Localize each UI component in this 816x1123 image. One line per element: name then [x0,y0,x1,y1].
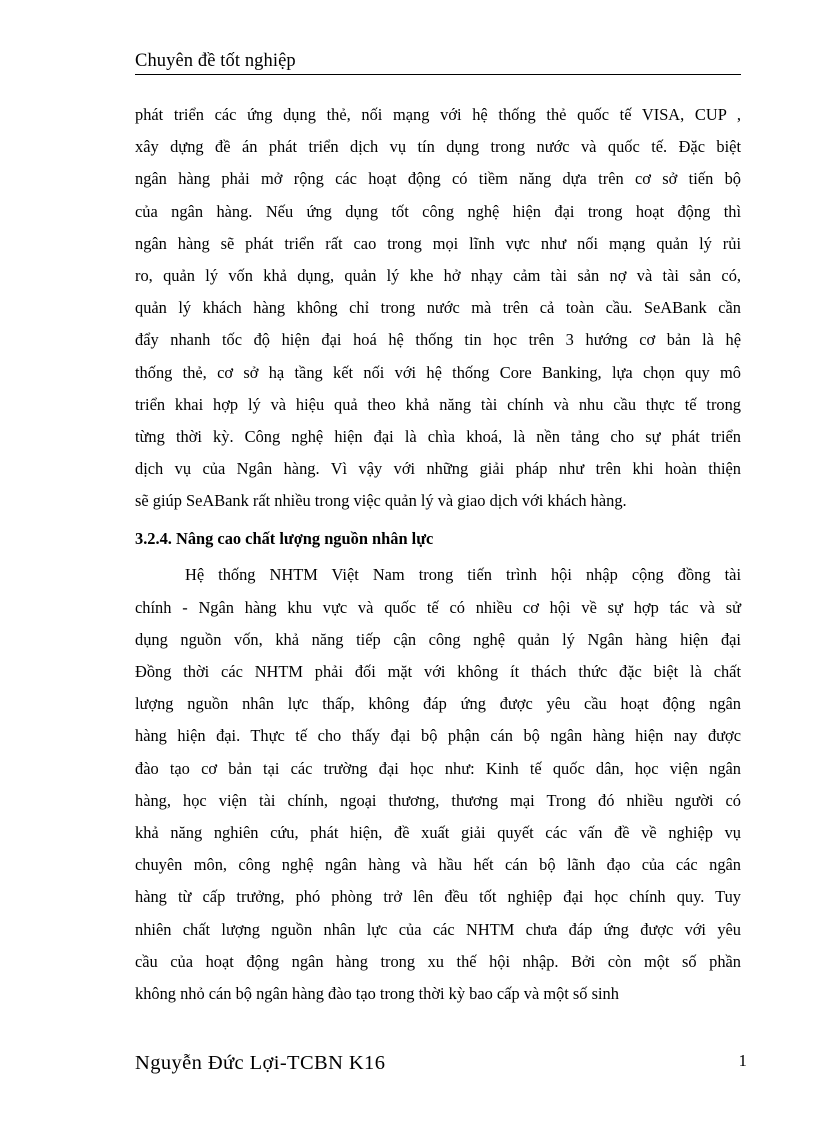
text-line: ro, quản lý vốn khả dụng, quản lý khe hở nhạy cảm tài sản nợ và tài sản có, [135,265,741,285]
text-line: cầu của hoạt động ngân hàng trong xu thế hội nhập. Bởi còn một số phần [135,951,741,971]
text-line: hàng, học viện tài chính, ngoại thương, thương mại Trong đó nhiều người có [135,790,741,810]
text-line: đẩy nhanh tốc độ hiện đại hoá hệ thống tin học trên 3 hướng cơ bản là hệ [135,330,741,350]
text-line: khả năng nghiên cứu, phát hiện, đề xuất giải quyết các vấn đề về nghiệp vụ [135,822,741,842]
text-line: không nhỏ cán bộ ngân hàng đào tạo trong thời kỳ bao cấp và một số sinh [135,983,619,1003]
document-body [135,99,741,1010]
text-line: quản lý khách hàng không chỉ trong nước mà trên cả toàn cầu. SeABank cần [135,298,741,318]
text-line: ngân hàng sẽ phát triển rất cao trong mọi lĩnh vực như nối mạng quản lý rủi [135,233,741,253]
text-line: chính - Ngân hàng khu vực và quốc tế có nhiều cơ hội về sự hợp tác và sử [135,597,741,617]
paragraph-digital-banking [135,99,741,517]
text-line: Hệ thống NHTM Việt Nam trong tiến trình hội nhập cộng đồng tài [185,565,741,585]
text-line: từng thời kỳ. Công nghệ hiện đại là chìa khoá, là nền tảng cho sự phát triển [135,426,741,446]
text-line: phát triển các ứng dụng thẻ, nối mạng với hệ thống thẻ quốc tế VISA, CUP , [135,105,741,124]
text-line: hàng hiện đại. Thực tế cho thấy đại bộ phận cán bộ ngân hàng hiện nay được [135,726,741,746]
section-heading: 3.2.4. Nâng cao chất lượng nguồn nhân lực [135,529,434,549]
text-line: dụng nguồn vốn, khả năng tiếp cận công nghệ quản lý Ngân hàng hiện đại [135,629,741,649]
text-line: thống thẻ, cơ sở hạ tầng kết nối với hệ thống Core Banking, lựa chọn quy mô [135,362,741,382]
page-number: 1 [738,1051,747,1070]
text-line: xây dựng đề án phát triển dịch vụ tín dụng trong nước và quốc tế. Đặc biệt [135,137,741,157]
text-line: của ngân hàng. Nếu ứng dụng tốt công nghệ hiện đại trong hoạt động thì [135,201,741,221]
text-line: nhiên chất lượng nguồn nhân lực của các NHTM chưa đáp ứng được với yêu [135,919,741,939]
header-title: Chuyên đề tốt nghiệp [135,51,296,71]
page-header [135,50,741,75]
text-line: lượng nguồn nhân lực thấp, không đáp ứng được yêu cầu hoạt động ngân [135,694,741,714]
text-line: triển khai hợp lý và hiệu quả theo khả năng tài chính và nhu cầu thực tế trong [135,394,741,414]
text-line: dịch vụ của Ngân hàng. Vì vậy với những giải pháp như trên khi hoàn thiện [135,459,741,479]
footer-author: Nguyễn Đức Lợi-TCBN K16 [135,1052,386,1074]
text-line: chuyên môn, công nghệ ngân hàng và hầu hết cán bộ lãnh đạo của các ngân [135,855,741,875]
paragraph-human-resources [135,559,741,1010]
text-line: hàng từ cấp trưởng, phó phòng trở lên đều tốt nghiệp đại học chính quy. Tuy [135,887,741,907]
text-line: đào tạo cơ bản tại các trường đại học như: Kinh tế quốc dân, học viện ngân [135,758,741,778]
page-footer [135,1050,747,1080]
text-line: Đồng thời các NHTM phải đối mặt với không ít thách thức đặc biệt là chất [135,662,741,681]
text-line: ngân hàng phải mở rộng các hoạt động có tiềm năng dựa trên cơ sở tiến bộ [135,169,741,189]
text-line: sẽ giúp SeABank rất nhiều trong việc quản lý và giao dịch với khách hàng. [135,491,627,511]
